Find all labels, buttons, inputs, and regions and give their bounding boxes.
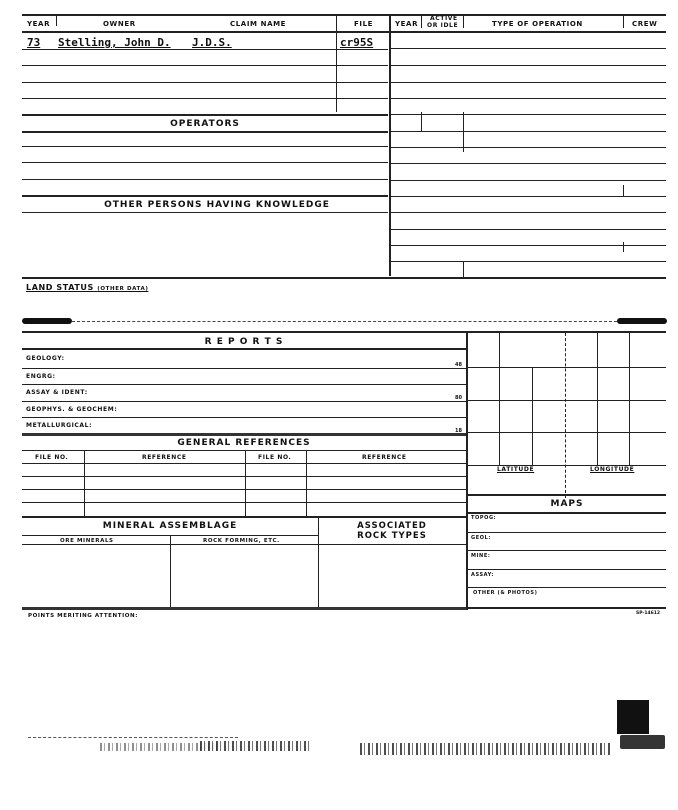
divider xyxy=(468,607,666,609)
row-line xyxy=(391,65,666,66)
divider xyxy=(463,261,464,277)
record-claim-name: J.D.S. xyxy=(192,36,232,49)
divider xyxy=(421,112,422,132)
row-line xyxy=(391,212,666,213)
divider xyxy=(306,450,307,516)
divider xyxy=(463,14,464,28)
record-owner: Stelling, John D. xyxy=(58,36,171,49)
col-year-2: YEAR xyxy=(395,20,419,28)
record-file: cr95S xyxy=(340,36,374,49)
row-line xyxy=(22,401,466,402)
divider xyxy=(22,450,466,451)
map-assay: ASSAY: xyxy=(471,572,495,578)
col-active: ACTIVE xyxy=(430,15,458,22)
scan-noise xyxy=(360,743,610,755)
row-line xyxy=(391,245,666,246)
divider xyxy=(22,433,466,436)
land-status-label: LAND STATUS xyxy=(26,283,94,292)
general-references-heading: GENERAL REFERENCES xyxy=(177,438,311,448)
row-line xyxy=(22,212,388,213)
col-ore-minerals: ORE MINERALS xyxy=(60,538,114,544)
col-claim-name: CLAIM NAME xyxy=(230,20,287,28)
divider xyxy=(421,14,422,28)
row-line xyxy=(22,114,388,116)
divider xyxy=(22,14,666,16)
row-line xyxy=(22,417,466,418)
divider xyxy=(28,737,238,738)
divider xyxy=(22,331,666,333)
col-year: YEAR xyxy=(27,20,51,28)
divider xyxy=(245,450,246,516)
map-geol: GEOL: xyxy=(471,535,491,541)
divider xyxy=(56,16,57,26)
divider xyxy=(22,277,666,279)
report-geology-num: 48 xyxy=(455,362,462,368)
mineral-assemblage-heading: MINERAL ASSEMBLAGE xyxy=(102,521,238,531)
points-meriting-attention: POINTS MERITING ATTENTION: xyxy=(28,613,139,619)
row-line xyxy=(468,532,666,533)
row-line xyxy=(391,196,666,197)
form-code: SP-14612 xyxy=(636,611,660,616)
divider xyxy=(623,14,624,28)
row-line xyxy=(22,131,388,133)
land-status-heading xyxy=(26,283,148,292)
grid-line xyxy=(629,333,630,465)
land-status-sub: (OTHER DATA) xyxy=(97,286,149,292)
row-line xyxy=(22,195,388,197)
row-line xyxy=(391,229,666,230)
row-line xyxy=(22,162,388,163)
report-assay-num: 80 xyxy=(455,395,462,401)
row-line xyxy=(22,82,388,83)
report-geophys: GEOPHYS. & GEOCHEM: xyxy=(26,406,118,413)
row-line xyxy=(391,261,666,262)
row-line xyxy=(22,502,466,503)
operators-heading: OPERATORS xyxy=(170,119,240,129)
row-line xyxy=(22,146,388,147)
row-line xyxy=(468,587,666,588)
scan-noise xyxy=(200,741,310,751)
row-line xyxy=(391,48,666,49)
row-line xyxy=(468,569,666,570)
divider xyxy=(389,14,391,276)
divider xyxy=(72,321,617,322)
row-line xyxy=(391,82,666,83)
row-line xyxy=(22,49,388,50)
row-line xyxy=(468,550,666,551)
col-owner: OWNER xyxy=(103,20,136,28)
col-reference-2: REFERENCE xyxy=(362,454,407,461)
report-assay: ASSAY & IDENT: xyxy=(26,389,88,396)
grid-line xyxy=(597,333,598,465)
longitude-label: LONGITUDE xyxy=(590,466,635,473)
map-mine: MINE: xyxy=(471,553,491,559)
col-or-idle: OR IDLE xyxy=(427,22,459,29)
divider xyxy=(468,494,666,496)
row-line xyxy=(22,65,388,66)
map-topog: TOPOG: xyxy=(471,515,497,521)
col-crew: CREW xyxy=(632,20,658,28)
divider xyxy=(22,31,666,33)
row-line xyxy=(22,489,466,490)
row-line xyxy=(391,114,666,115)
associated-rock-types-2: ROCK TYPES xyxy=(357,531,427,541)
scan-mark xyxy=(617,318,667,324)
scan-mark xyxy=(22,318,72,324)
divider xyxy=(22,607,466,610)
divider xyxy=(468,512,666,514)
report-metallurgical: METALLURGICAL: xyxy=(26,422,93,429)
divider xyxy=(22,516,466,518)
grid-line xyxy=(499,333,500,465)
grid-line xyxy=(532,367,533,465)
row-line xyxy=(391,163,666,164)
row-line xyxy=(22,179,388,180)
row-line xyxy=(22,368,466,369)
grid-line xyxy=(468,432,666,433)
row-line xyxy=(22,463,466,464)
divider xyxy=(170,535,171,608)
divider xyxy=(22,544,466,545)
row-line xyxy=(391,131,666,132)
grid-line xyxy=(468,367,666,368)
maps-heading: MAPS xyxy=(550,499,584,509)
divider xyxy=(463,112,464,152)
grid-line xyxy=(468,400,666,401)
report-metallurgical-num: 18 xyxy=(455,428,462,434)
scan-mark xyxy=(620,735,665,749)
row-line xyxy=(22,476,466,477)
col-type-of-operation: TYPE OF OPERATION xyxy=(492,20,583,28)
col-rock-forming: ROCK FORMING, ETC. xyxy=(203,538,280,544)
row-line xyxy=(391,98,666,99)
associated-rock-types-1: ASSOCIATED xyxy=(357,521,427,531)
row-line xyxy=(391,180,666,181)
grid-line xyxy=(565,333,566,498)
divider xyxy=(22,348,466,350)
reports-heading: R E P O R T S xyxy=(204,337,284,347)
map-other: OTHER (& PHOTOS) xyxy=(473,590,538,596)
col-reference-1: REFERENCE xyxy=(142,454,187,461)
divider xyxy=(623,242,624,252)
scan-mark xyxy=(617,700,649,734)
col-file: FILE xyxy=(354,20,374,28)
other-persons-heading: OTHER PERSONS HAVING KNOWLEDGE xyxy=(104,200,330,210)
report-engrg: ENGRG: xyxy=(26,373,56,380)
report-geology: GEOLOGY: xyxy=(26,355,65,362)
latitude-label: LATITUDE xyxy=(497,466,535,473)
col-file-no-1: FILE NO. xyxy=(35,454,69,461)
row-line xyxy=(22,98,388,99)
row-line xyxy=(391,147,666,148)
divider xyxy=(84,450,85,516)
record-year: 73 xyxy=(27,36,41,49)
col-file-no-2: FILE NO. xyxy=(258,454,292,461)
row-line xyxy=(22,384,466,385)
divider xyxy=(623,185,624,197)
